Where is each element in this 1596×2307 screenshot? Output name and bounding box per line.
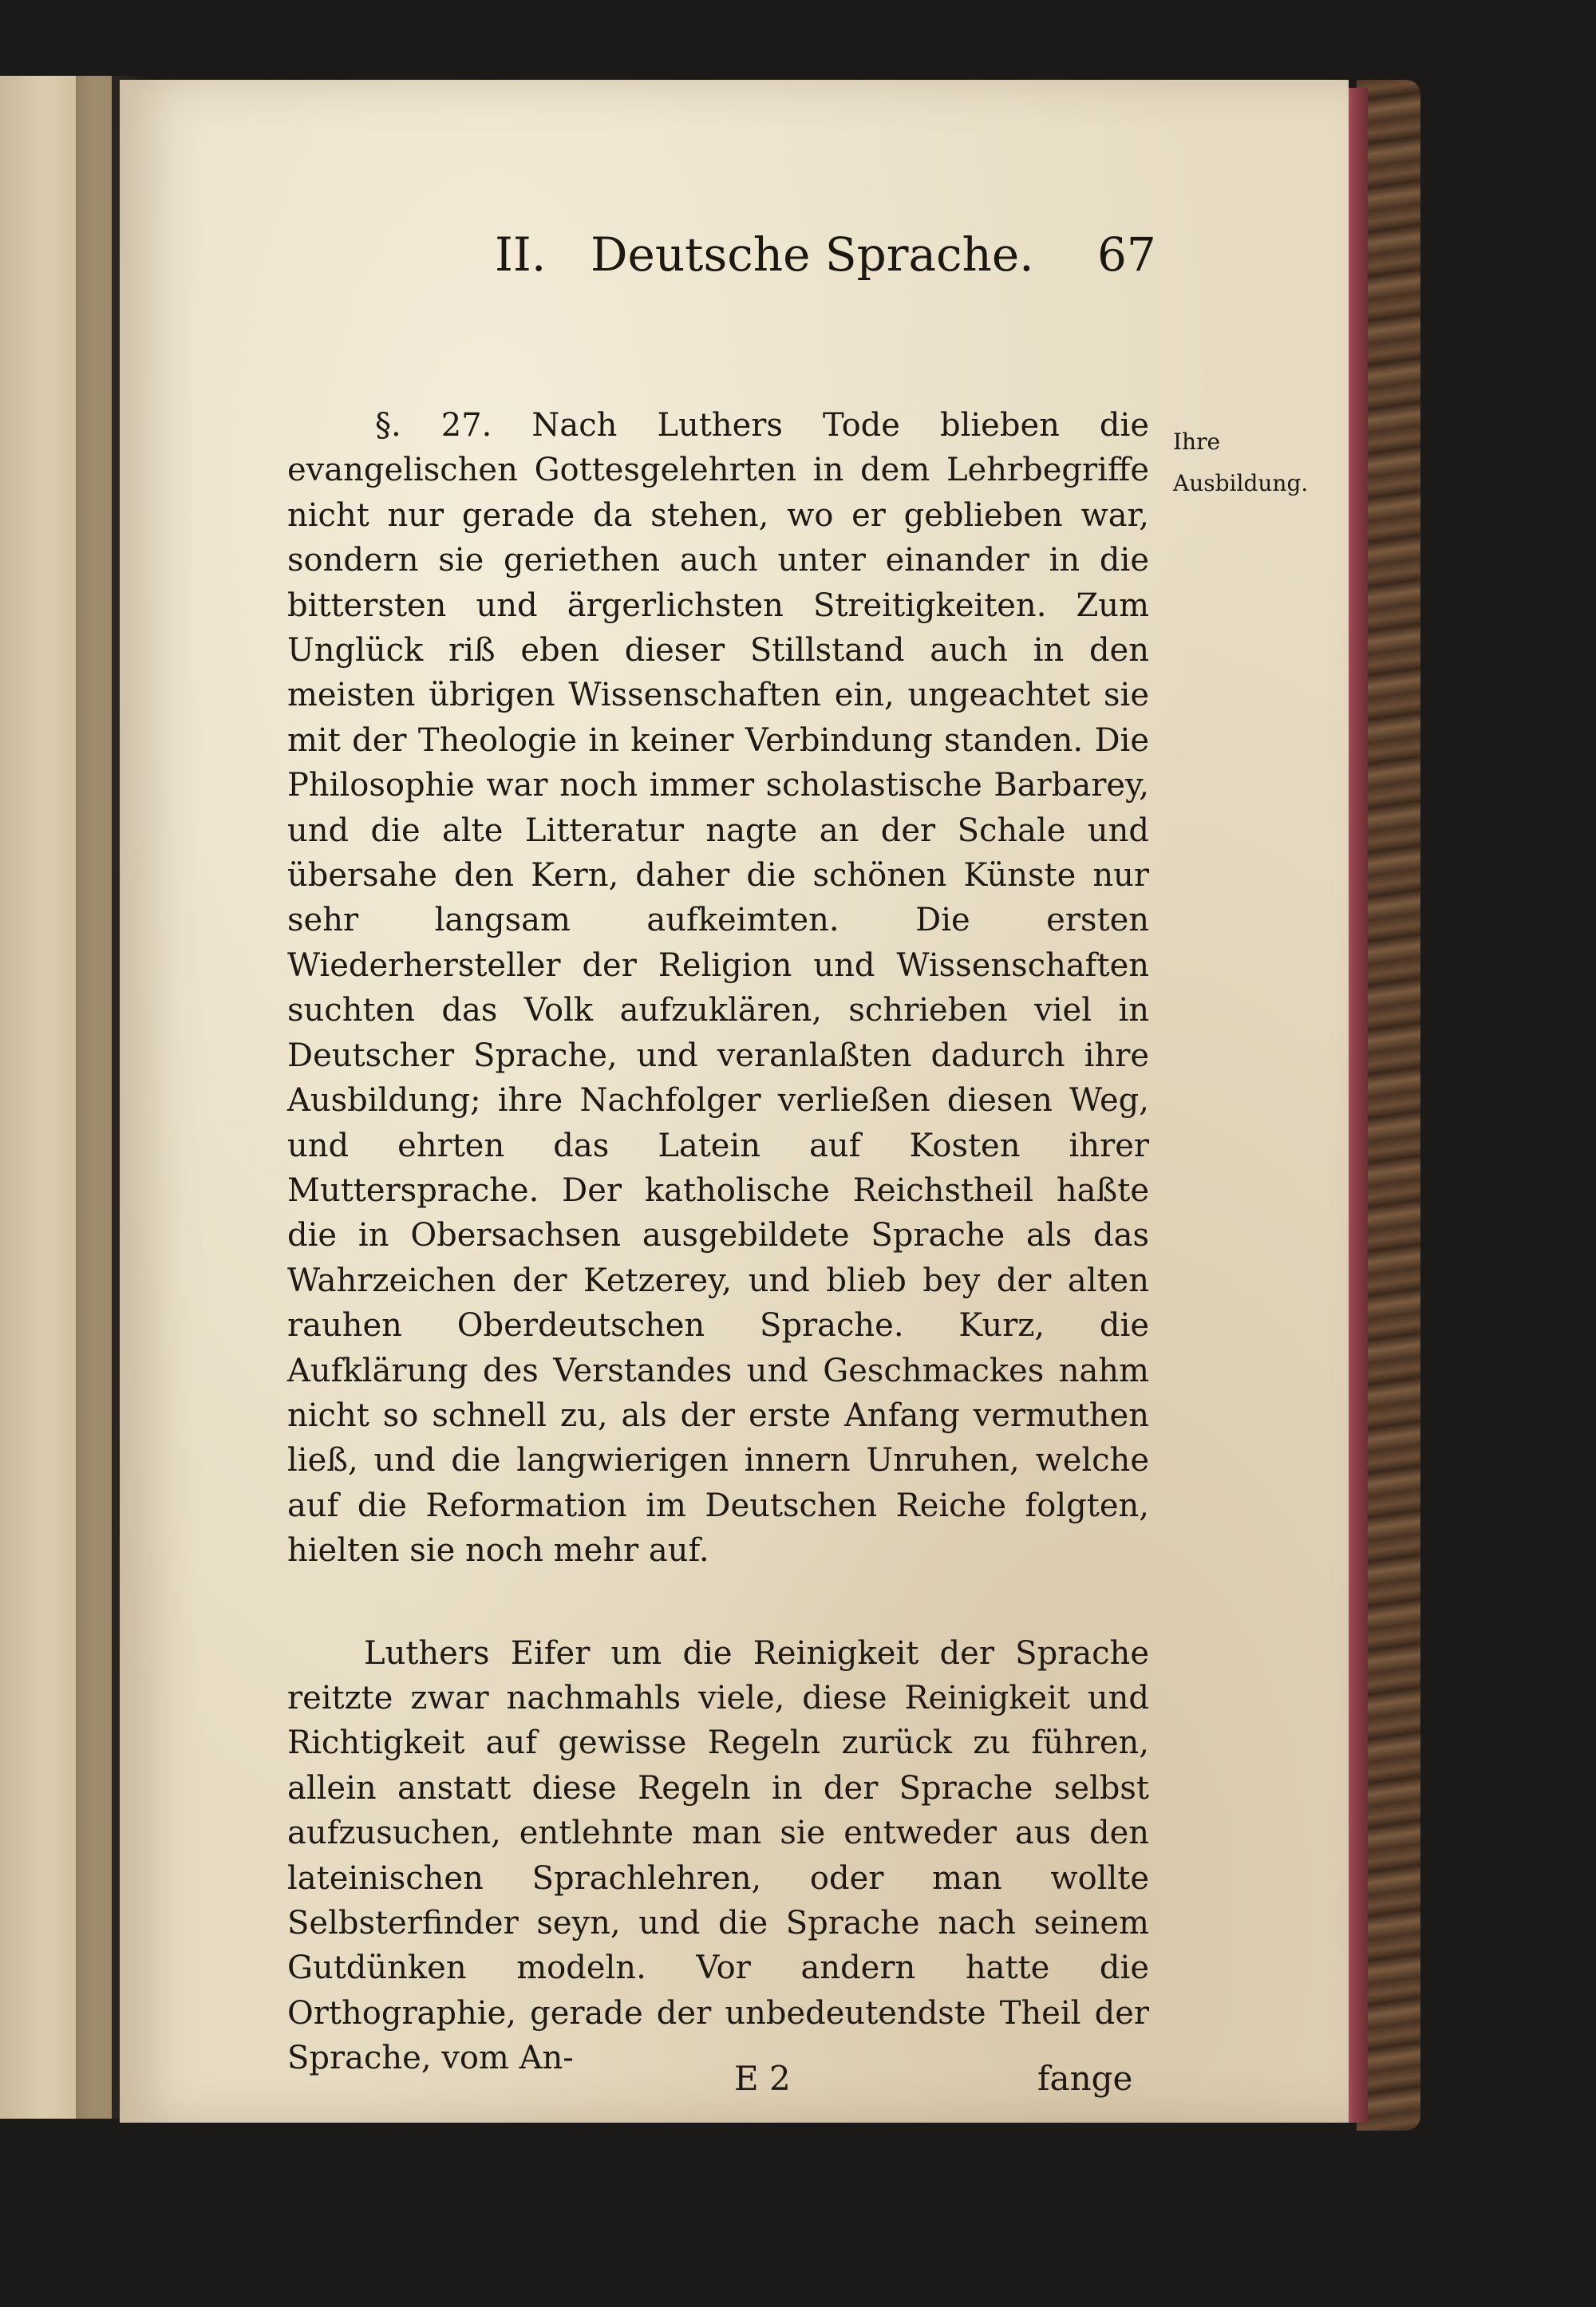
- section-number: II.: [495, 227, 547, 282]
- catchword: fange: [1037, 2059, 1133, 2098]
- paragraph-1: §. 27. Nach Luthers Tode blieben die evangelischen Gottesgelehrten in dem Lehrbegriffe nicht nur gerade da stehen, wo er geblieben war, sondern sie geriethen auch unter einander in die bittersten und ärgerlichsten Streitigkeiten. Zum Unglück riß eben dieser Stillstand auch in den meisten übrigen Wissenschaften ein, ungeachtet sie mit der Theologie in keiner Verbindung standen. Die Philosophie war noch immer scholastische Barbarey, und die alte Litteratur nagte an der Schale und übersahe den Kern, daher die schönen Künste nur sehr langsam aufkeimten. Die ersten Wiederhersteller der Religion und Wissenschaften suchten das Volk aufzuklären, schrieben viel in Deutscher Sprache, und veranlaßten dadurch ihre Ausbildung; ihre Nachfolger verließen diesen Weg, und ehrten das Latein auf Kosten ihrer Muttersprache. Der katholische Reichstheil haßte die in Obersachsen ausgebildete Sprache als das Wahrzeichen der Ketzerey, und blieb bey der alten rauhen Oberdeutschen Sprache. Kurz, die Aufklärung des Verstandes und Geschmackes nahm nicht so schnell zu, als der erste Anfang vermuthen ließ, und die langwierigen innern Unruhen, welche auf die Reformation im Deutschen Reiche folgten, hielten sie noch mehr auf.: [287, 407, 1149, 1570]
- margin-note: Ihre Ausbildung.: [1173, 429, 1309, 496]
- page-number: 67: [1097, 227, 1156, 282]
- book-page: [120, 80, 1349, 2123]
- paragraph-2: Luthers Eifer um die Reinigkeit der Sprache reitzte zwar nachmahls viele, diese Reinigkeit und Richtigkeit auf gewisse Regeln zurück zu führen, allein anstatt diese Regeln in der Sprache selbst aufzusuchen, entlehnte man sie entweder aus den lateinischen Sprachlehren, oder man wollte Selbsterfinder seyn, und die Sprache nach seinem Gutdünken modeln. Vor andern hatte die Orthographie, gerade der unbedeutendste Theil der Sprache, vom An-: [287, 1634, 1149, 2077]
- signature-mark: E 2: [734, 2059, 791, 2098]
- page-footer: [287, 2059, 1149, 2107]
- running-header: [383, 227, 1181, 291]
- body-text: [287, 403, 1149, 2081]
- running-title: Deutsche Sprache.: [591, 227, 1034, 282]
